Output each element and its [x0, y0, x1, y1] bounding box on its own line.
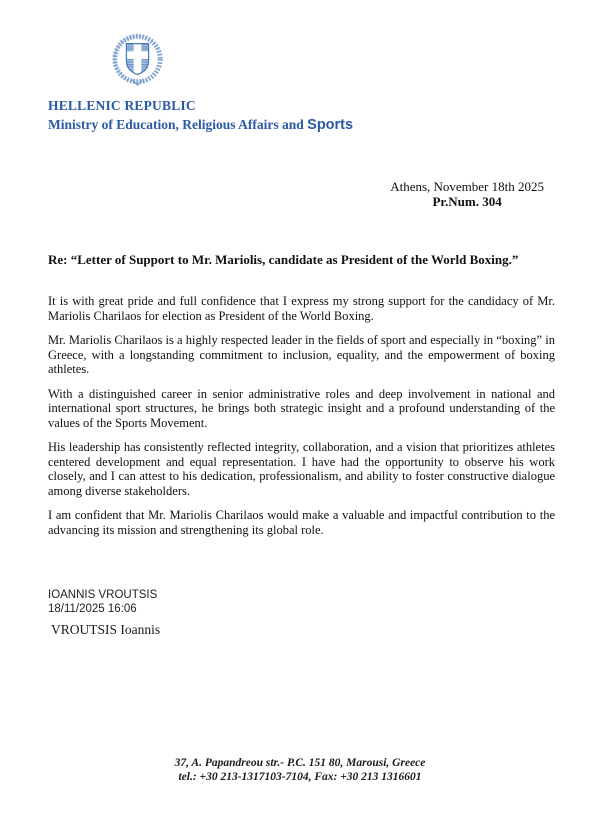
signature-typed-name: VROUTSIS Ioannis	[51, 622, 161, 637]
letter-body	[48, 294, 555, 537]
paragraph: It is with great pride and full confidence that I express my strong support for the candidacy of Mr. Mariolis Charilaos for election as President of the World Boxing.	[48, 294, 555, 323]
date-protocol-block	[390, 179, 544, 209]
paragraph: His leadership has consistently reflected integrity, collaboration, and a vision that prioritizes athletes centered development and equal representation. I have had the opportunity to observe his work closely, and I can attest to his dedication, professionalism, and ability to foster constructive dialogue among diverse stakeholders.	[48, 440, 555, 498]
ministry-label: Ministry of Education, Religious Affairs and	[48, 117, 308, 132]
paragraph: Mr. Mariolis Charilaos is a highly respected leader in the fields of sport and especially in “boxing” in Greece, with a longstanding commitment to inclusion, equality, and the empowerment of boxing athletes.	[48, 333, 555, 376]
signature-datetime: 18/11/2025 16:06	[48, 602, 137, 615]
place-date-line: Athens, November 18th 2025	[390, 179, 544, 194]
paragraph: I am confident that Mr. Mariolis Charilaos would make a valuable and impactful contribution to the advancing its mission and strengthening its global role.	[48, 508, 555, 537]
hellenic-republic-emblem-icon	[108, 32, 167, 88]
org-name-line2	[48, 117, 600, 133]
letterhead	[0, 32, 600, 133]
paragraph: With a distinguished career in senior administrative roles and deep involvement in national and international sport structures, he brings both strategic insight and a profound understanding of the values of the Sports Movement.	[48, 386, 555, 430]
org-name-line1: HELLENIC REPUBLIC	[48, 98, 196, 113]
signature-digital-name: IOANNIS VROUTSIS	[48, 589, 158, 601]
footer-address: 37, A. Papandreou str.- P.C. 151 80, Marousi, Greece	[174, 757, 426, 769]
footer-contact: tel.: +30 213-1317103-7104, Fax: +30 213 1316601	[178, 771, 422, 783]
ministry-sports-label: Sports	[307, 117, 354, 133]
letter-footer	[0, 756, 600, 784]
subject-line: Re: “Letter of Support to Mr. Mariolis, candidate as President of the World Boxing.”	[48, 252, 519, 267]
signature-block	[48, 589, 600, 638]
protocol-number: Pr.Num. 304	[432, 194, 502, 209]
